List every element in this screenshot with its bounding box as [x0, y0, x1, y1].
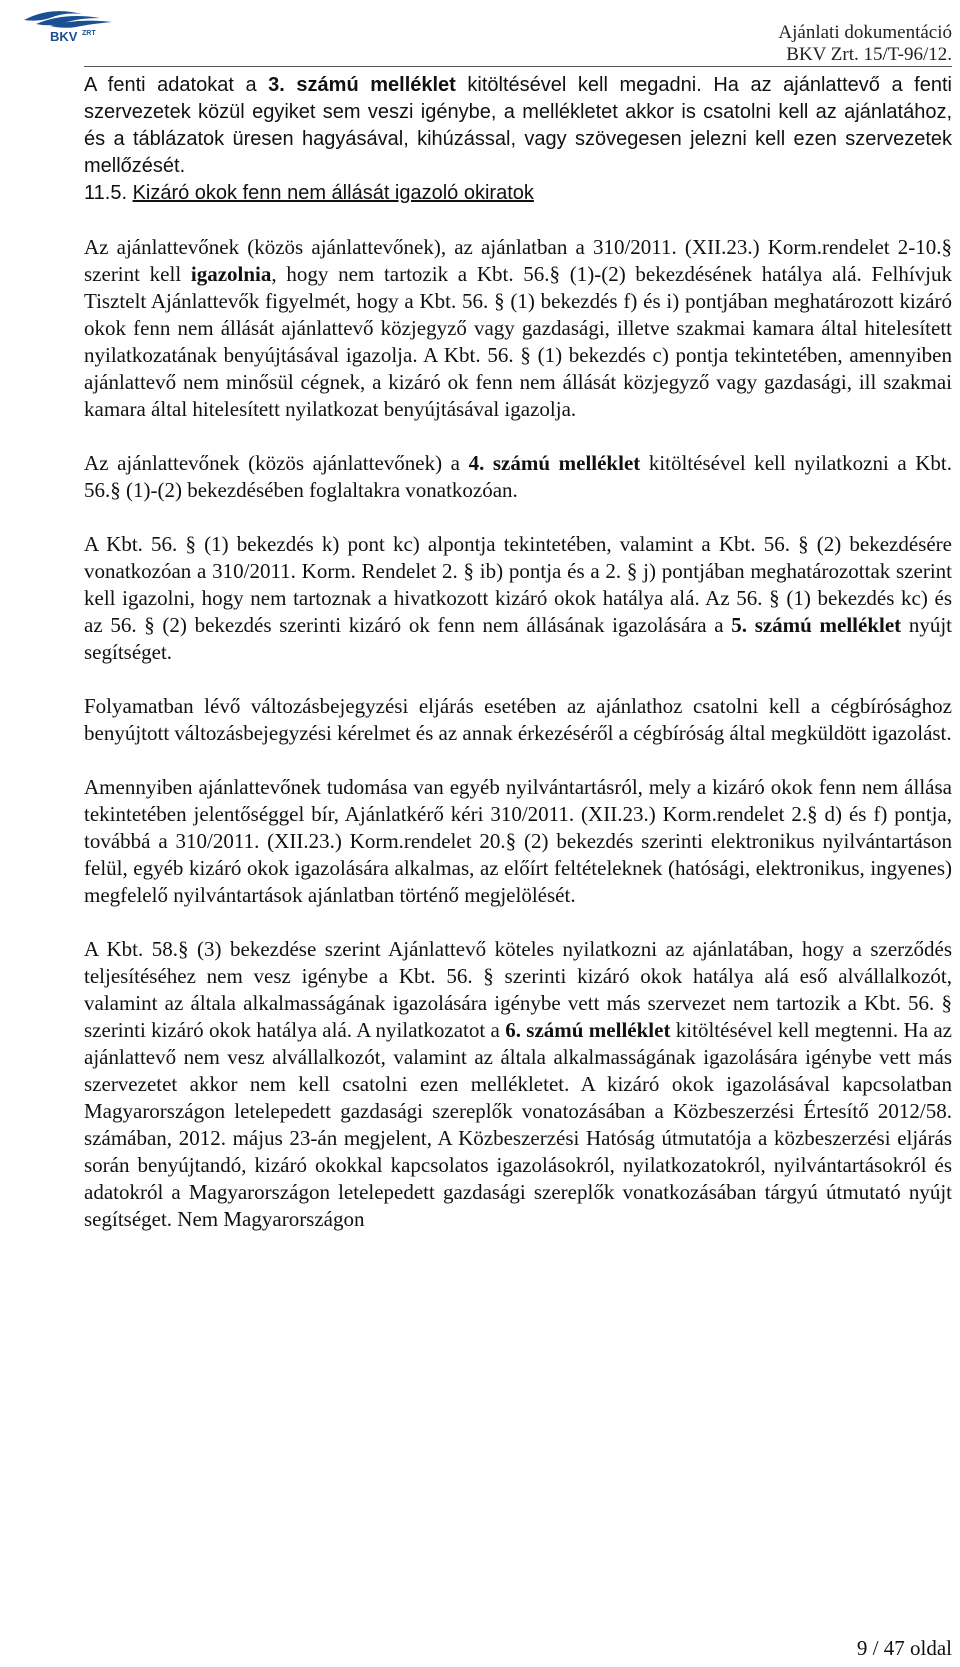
paragraph-3-text-b: nyújt segítséget.	[84, 613, 953, 664]
logo-suffix: ZRT	[82, 30, 96, 37]
paragraph-1-text-b: , hogy nem tartozik a Kbt. 56.§ (1)-(2) bekezdésének hatálya alá. Felhívjuk Tisztelt Ajánlattevők figyelmét, hogy a Kbt. 56. § (1) bekezdés f) és i) pontjában meghatározott kizáró okok fenn nem állását ajánlattevő közjegyző vagy gazdasági, illetve szakmai kamara által hitelesített nyilatkozatának benyújtásával igazolja. A Kbt. 56. § (1) bekezdés c) pontja tekintetében, amennyiben ajánlattevő nem minősül cégnek, a kizáró ok fenn nem állását közjegyző vagy gazdasági, ill szakmai kamara által hitelesített nyilatkozat benyújtásával igazolja.	[84, 262, 952, 421]
paragraph-3-text-a: A Kbt. 56. § (1) bekezdés k) pont kc) alpontja tekintetében, valamint a Kbt. 56. § (2) bekezdésére vonatkozóan a 310/2011. Korm. Rendelet 2. § ib) pontja és a 2. § j) pontjában meghatározottak szerint kell igazolni, hogy nem tartoznak a hivatkozott kizáró okok hatálya alá. Az 56. § (1) bekezdés kc) és az 56. § (2) bekezdés szerinti kizáró ok fenn nem állásának igazolására a	[84, 532, 952, 637]
section-title: Kizáró okok fenn nem állását igazoló okiratok	[132, 182, 534, 204]
bkv-logo	[20, 4, 120, 44]
paragraph-2-bold: 4. számú melléklet	[468, 451, 641, 475]
intro-text-a: A fenti adatokat a	[84, 74, 269, 96]
paragraph-6-bold: 6. számú melléklet	[505, 1018, 671, 1042]
paragraph-6	[84, 936, 952, 1233]
paragraph-3-bold: 5. számú melléklet	[731, 613, 902, 637]
section-number: 11.5.	[84, 182, 127, 204]
document-reference: BKV Zrt. 15/T-96/12.	[786, 44, 952, 65]
intro-bold: 3. számú melléklet	[268, 74, 456, 96]
paragraph-2	[84, 450, 952, 504]
paragraph-6-text-b: kitöltésével kell megtenni. Ha az ajánlattevő nem vesz alvállalkozót, valamint az általa alkalmasságának igazolására igénybe vett más szervezetet akkor nem kell csatolni ezen mellékletet. A kizáró okok igazolásával kapcsolatban Magyarországon letelepedett gazdasági szereplők vonatozásában a Közbeszerzési Értesítő 2012/58. számában, 2012. május 23-án megjelent, A Közbeszerzési Hatóság útmutatója a közbeszerzési eljárás során benyújtandó, kizáró okokkal kapcsolatos igazolásokról, nyilatkozatokról, nyilvántartásokról és adatokról a Magyarországon letelepedett gazdasági szereplők vonatkozásában tárgyú útmutató nyújt segítséget. Nem Magyarországon	[84, 1018, 952, 1231]
document-header	[778, 22, 952, 66]
paragraph-3	[84, 531, 952, 666]
logo-text: BKV	[50, 29, 78, 44]
intro-paragraph	[84, 72, 952, 180]
page-content	[84, 72, 952, 1233]
paragraph-2-text-b: kitöltésével kell nyilatkozni a Kbt. 56.§ (1)-(2) bekezdésében foglaltakra vonatkozóan.	[84, 451, 952, 502]
paragraph-1-bold: igazolnia	[190, 262, 272, 286]
intro-text-b: kitöltésével kell megadni. Ha az ajánlattevő a fenti szervezetek közül egyiket sem veszi igénybe, a mellékletet akkor is csatolni kell az ajánlatához, és a táblázatok üresen hagyásával, kihúzással, vagy szövegesen jelezni kell ezen szervezetek mellőzését.	[84, 74, 952, 177]
document-title: Ajánlati dokumentáció	[778, 22, 952, 43]
paragraph-4: Folyamatban lévő változásbejegyzési eljárás esetében az ajánlathoz csatolni kell a cégbírósághoz benyújtott változásbejegyzési kérelmet és az annak érkezéséről a cégbíróság által megküldött igazolást.	[84, 694, 952, 745]
paragraph-5: Amennyiben ajánlattevőnek tudomása van egyéb nyilvántartásról, mely a kizáró okok fenn nem állása tekintetében jelentőséggel bír, Ajánlatkérő kéri 310/2011. (XII.23.) Korm.rendelet 2.§ d) és f) pontja, továbbá a 310/2011. (XII.23.) Korm.rendelet 20.§ (2) bekezdés szerinti elektronikus nyilvántartáson felül, egyéb kizáró okok igazolására alkalmas, az előírt feltételeknek (hatósági, elektronikus, ingyenes) megfelelő nyilvántartások ajánlatban történő megjelölését.	[84, 775, 952, 907]
page-number: 9 / 47 oldal	[856, 1636, 952, 1660]
paragraph-2-text-a: Az ajánlattevőnek (közös ajánlattevőnek) a	[84, 451, 469, 475]
paragraph-1	[84, 234, 952, 423]
section-heading	[84, 180, 952, 207]
paragraph-6-text-a: A Kbt. 58.§ (3) bekezdése szerint Ajánlattevő köteles nyilatkozni az ajánlatában, hogy a szerződés teljesítéséhez nem vesz igénybe a Kbt. 56. § szerinti kizáró okok hatálya alá eső alvállalkozót, valamint az általa alkalmasságának igazolására igénybe vett más szervezet nem tartozik a Kbt. 56. § szerinti kizáró okok hatálya alá. A nyilatkozatot a	[84, 937, 952, 1042]
header-divider	[84, 66, 952, 67]
bkv-logo-graphic	[20, 4, 120, 44]
paragraph-1-text-a: Az ajánlattevőnek (közös ajánlattevőnek), az ajánlatban a 310/2011. (XII.23.) Korm.rendelet 2-10.§ szerint kell	[84, 235, 952, 286]
